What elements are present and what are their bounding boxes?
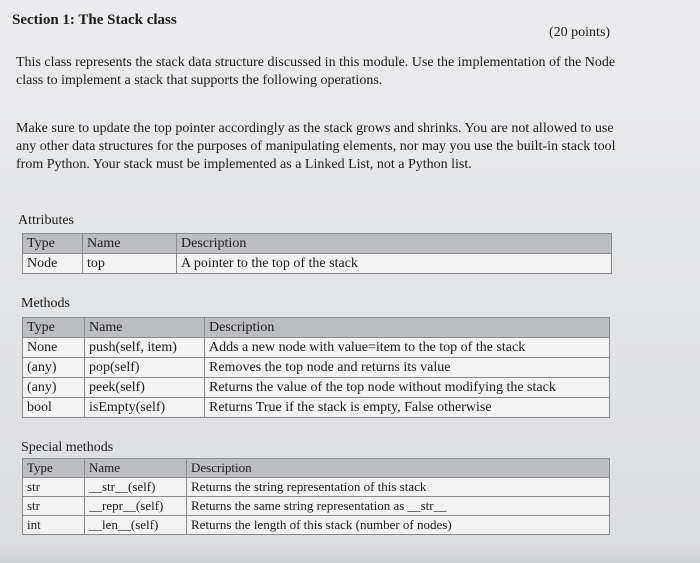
attributes-label: Attributes [18,213,74,228]
cell: Node [23,254,83,274]
methods-label: Methods [21,296,70,311]
intro-paragraph: This class represents the stack data structure discussed in this module. Use the implementation of the Node class to implement a stack that supports the following operations. [16,55,616,88]
header-cell: Type [23,318,85,338]
table-row [23,358,610,378]
points-label: (20 points) [549,25,611,40]
cell: Adds a new node with value=item to the top of the stack [205,338,610,358]
table-row [23,497,610,516]
cell: str [23,478,85,497]
cell: isEmpty(self) [85,398,205,418]
cell: Returns the string representation of this stack [187,478,610,497]
header-cell: Name [85,318,205,338]
table-header-row [23,459,610,478]
special-methods-table [22,458,610,535]
header-cell: Type [23,234,83,254]
page-bottom-shadow [0,543,700,563]
cell: __repr__(self) [85,497,187,516]
cell: __len__(self) [85,516,187,535]
cell: (any) [23,378,85,398]
methods-table [22,317,610,418]
cell: A pointer to the top of the stack [177,254,612,274]
table-row [23,398,610,418]
table-row [23,338,610,358]
cell: __str__(self) [85,478,187,497]
table-row [23,378,610,398]
header-cell: Name [83,234,177,254]
cell: (any) [23,358,85,378]
cell: Returns the length of this stack (number of nodes) [187,516,610,535]
table-row [23,254,612,274]
cell: Returns the same string representation as __str__ [187,497,610,516]
cell: Removes the top node and returns its value [205,358,610,378]
cell: bool [23,398,85,418]
table-header-row [23,234,612,254]
table-header-row [23,318,610,338]
cell: Returns the value of the top node without modifying the stack [205,378,610,398]
cell: int [23,516,85,535]
special-methods-label: Special methods [21,440,114,455]
cell: pop(self) [85,358,205,378]
cell: Returns True if the stack is empty, False otherwise [205,398,610,418]
header-cell: Description [205,318,610,338]
header-cell: Description [177,234,612,254]
section-title: Section 1: The Stack class [12,12,177,28]
table-row [23,516,610,535]
cell: None [23,338,85,358]
header-cell: Description [187,459,610,478]
header-cell: Type [23,459,85,478]
cell: push(self, item) [85,338,205,358]
cell: str [23,497,85,516]
cell: peek(self) [85,378,205,398]
cell: top [83,254,177,274]
requirements-paragraph: Make sure to update the top pointer accordingly as the stack grows and shrinks. You are not allowed to use any other data structures for the purposes of manipulating elements, nor may you use the built-in stack tool from Python. Your stack must be implemented as a Linked List, not a Python list. [16,121,616,172]
header-cell: Name [85,459,187,478]
attributes-table [22,233,612,274]
table-row [23,478,610,497]
